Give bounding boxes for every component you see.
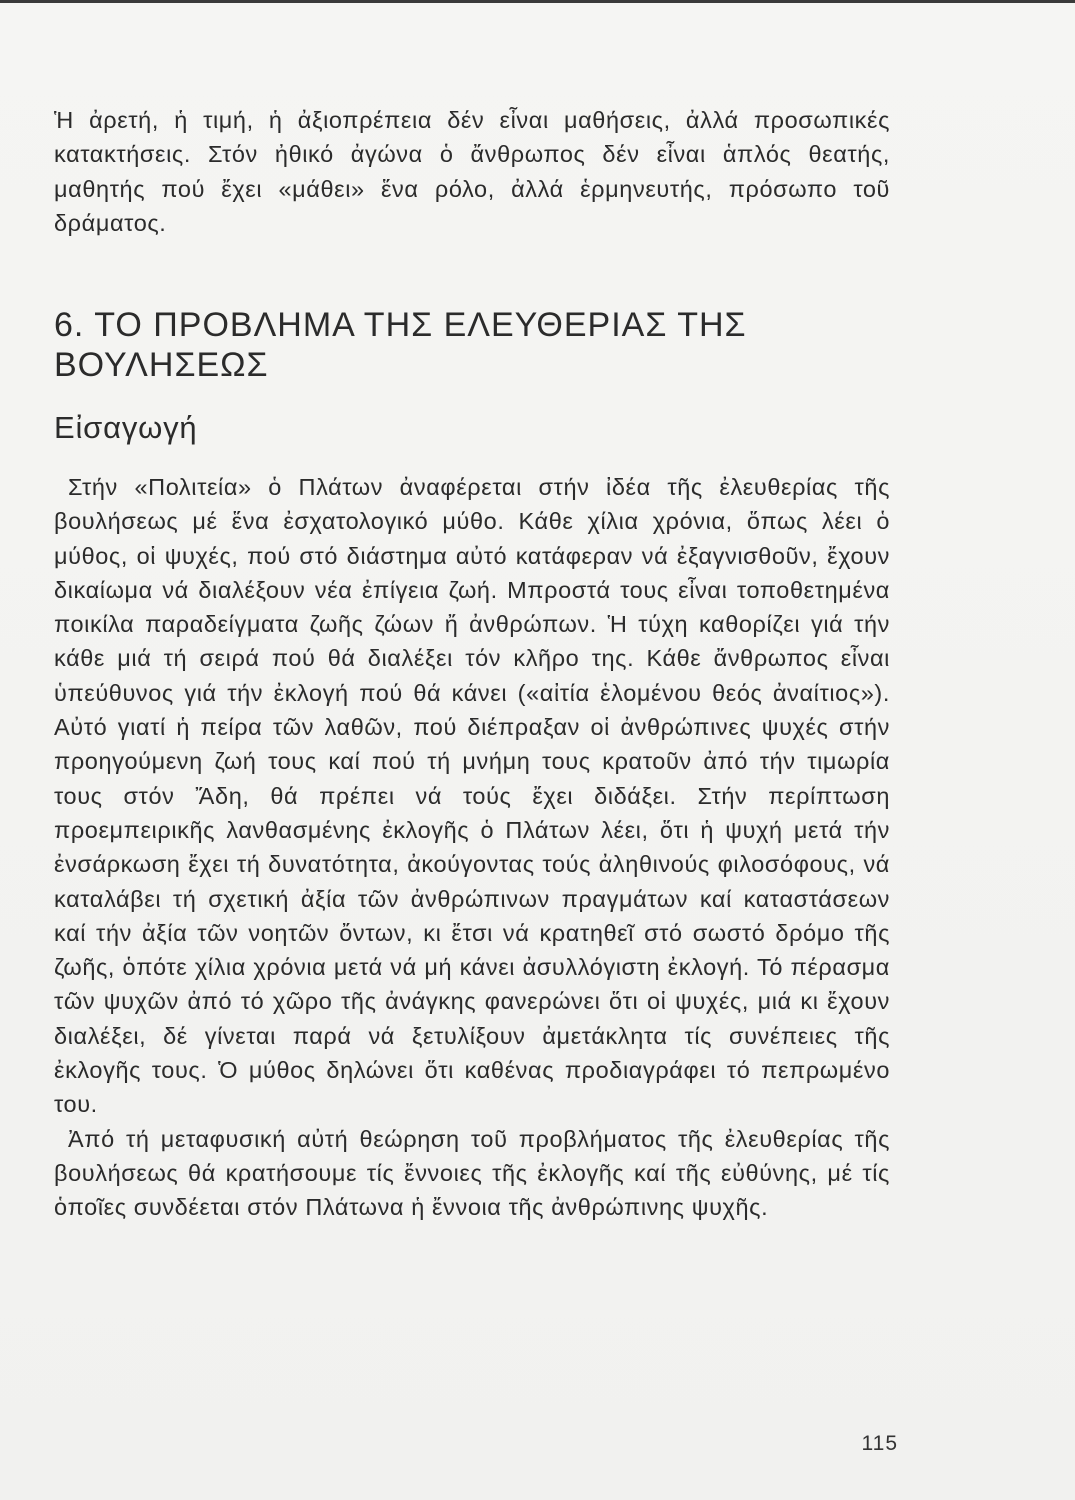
body-section (54, 470, 890, 1225)
body-paragraph: Στήν «Πολιτεία» ὁ Πλάτων ἀναφέρεται στήν ἰδέα τῆς ἐλευθερίας τῆς βουλήσεως μέ ἕνα ἐσχατολογικό μύθο. Κάθε χίλια χρόνια, ὅπως λέει ὁ μύθος, οἱ ψυχές, πού στό διάστημα αὐτό κατάφεραν νά ἐξαγνισθοῦν, ἔχουν δικαίωμα νά διαλέξουν νέα ἐπίγεια ζωή. Μπροστά τους εἶναι τοποθετημένα ποικίλα παραδείγματα ζωῆς ζώων ἤ ἀνθρώπων. Ἡ τύχη καθορίζει γιά τήν κάθε μιά τή σειρά πού θά διαλέξει τόν κλῆρο της. Κάθε ἄνθρωπος εἶναι ὑπεύθυνος γιά τήν ἐκλογή πού θά κάνει («αἰτία ἑλομένου θεός ἀναίτιος»). Αὐτό γιατί ἡ πείρα τῶν λαθῶν, πού διέπραξαν οἱ ἀνθρώπινες ψυχές στήν προηγούμενη ζωή τους καί πού τή μνήμη τους κρατοῦν ἀπό τήν τιμωρία τους στόν Ἄδη, θά πρέπει νά τούς ἔχει διδάξει. Στήν περίπτωση προεμπειρικῆς λανθασμένης ἐκλογῆς ὁ Πλάτων λέει, ὅτι ἡ ψυχή μετά τήν ἐνσάρκωση ἔχει τή δυνατότητα, ἀκούγοντας τούς ἀληθινούς φιλοσόφους, νά καταλάβει τή σχετική ἀξία τῶν ἀνθρώπινων πραγμάτων καί καταστάσεων καί τήν ἀξία τῶν νοητῶν ὄντων, κι ἔτσι νά κρατηθεῖ στό σωστό δρόμο τῆς ζωῆς, ὁπότε χίλια χρόνια μετά νά μή κάνει ἀσυλλόγιστη ἐκλογή. Τό πέρασμα τῶν ψυχῶν ἀπό τό χῶρο τῆς ἀνάγκης φανερώνει ὅτι οἱ ψυχές, μιά κι ἔχουν διαλέξει, δέ γίνεται παρά νά ξετυλίξουν ἀμετάκλητα τίς συνέπειες τῆς ἐκλογῆς τους. Ὁ μύθος δηλώνει ὅτι καθένας προδιαγράφει τό πεπρωμένο του. (54, 474, 890, 1118)
scan-edge (0, 0, 1075, 3)
subheading: Εἰσαγωγή (54, 410, 198, 445)
intro-section (54, 103, 890, 240)
intro-paragraph: Ἡ ἀρετή, ἡ τιμή, ἡ ἀξιοπρέπεια δέν εἶναι μαθήσεις, ἀλλά προσωπικές κατακτήσεις. Στόν ἠθικό ἀγώνα ὁ ἄνθρωπος δέν εἶναι ἁπλός θεατής, μαθητής πού ἔχει «μάθει» ἕνα ρόλο, ἀλλά ἑρμηνευτής, πρόσωπο τοῦ δράματος. (54, 107, 890, 236)
page-number: 115 (861, 1432, 898, 1455)
body-paragraph: Ἀπό τή μεταφυσική αὐτή θεώρηση τοῦ προβλήματος τῆς ἐλευθερίας τῆς βουλήσεως θά κρατήσουμε τίς ἔννοιες τῆς ἐκλογῆς καί τῆς εὐθύνης, μέ τίς ὁποῖες συνδέεται στόν Πλάτωνα ἡ ἔννοια τῆς ἀνθρώπινης ψυχῆς. (54, 1125, 890, 1221)
section-heading: 6. ΤΟ ΠΡΟΒΛΗΜΑ ΤΗΣ ΕΛΕΥΘΕΡΙΑΣ ΤΗΣ ΒΟΥΛΗΣΕΩΣ (54, 306, 747, 384)
